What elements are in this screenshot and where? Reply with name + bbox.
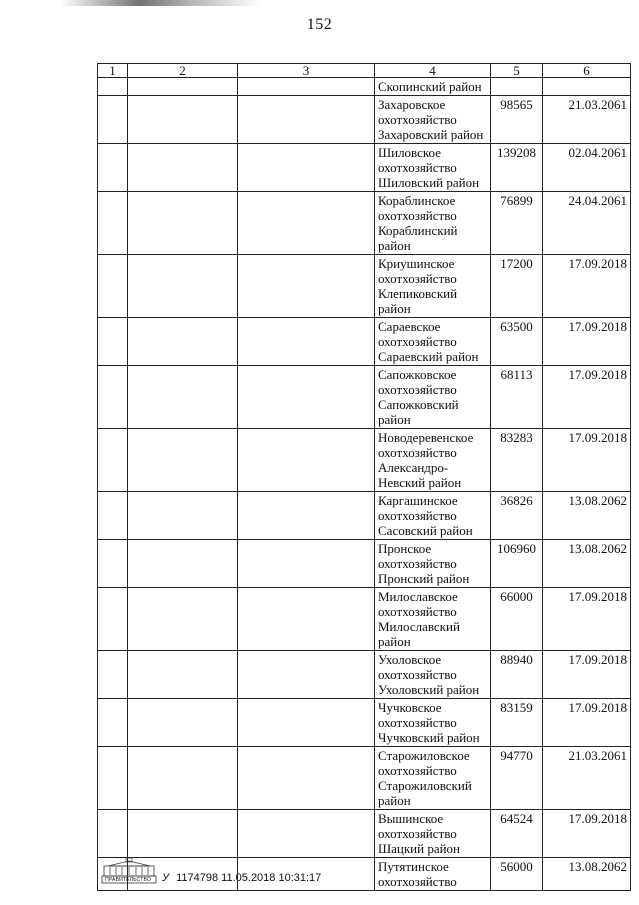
col3-cell xyxy=(238,429,375,492)
hunting-ground-name: Новодеревенское охотхозяйство Александро-Невский район xyxy=(375,429,491,492)
hunting-ground-name: Путятинское охотхозяйство xyxy=(375,858,491,891)
column-header: 1 xyxy=(98,64,128,78)
area-value: 94770 xyxy=(491,747,543,810)
expiry-date: 21.03.2061 xyxy=(543,747,631,810)
hunting-ground-name: Каргашинское охотхозяйство Сасовский район xyxy=(375,492,491,540)
col1-cell xyxy=(98,192,128,255)
expiry-date: 17.09.2018 xyxy=(543,318,631,366)
col1-cell xyxy=(98,144,128,192)
area-value: 83283 xyxy=(491,429,543,492)
area-value: 56000 xyxy=(491,858,543,891)
table-row xyxy=(98,429,631,492)
area-value: 63500 xyxy=(491,318,543,366)
col1-cell xyxy=(98,318,128,366)
area-value: 64524 xyxy=(491,810,543,858)
document-number: 1174798 xyxy=(176,872,219,884)
area-value: 106960 xyxy=(491,540,543,588)
expiry-date xyxy=(543,78,631,96)
expiry-date: 17.09.2018 xyxy=(543,699,631,747)
col2-cell xyxy=(128,810,238,858)
scan-artifact xyxy=(60,0,260,6)
col3-cell xyxy=(238,255,375,318)
table-row xyxy=(98,540,631,588)
area-value: 66000 xyxy=(491,588,543,651)
col3-cell xyxy=(238,78,375,96)
col3-cell xyxy=(238,144,375,192)
col2-cell xyxy=(128,318,238,366)
area-value: 88940 xyxy=(491,651,543,699)
column-header: 6 xyxy=(543,64,631,78)
col2-cell xyxy=(128,588,238,651)
table-row xyxy=(98,78,631,96)
col3-cell xyxy=(238,651,375,699)
col2-cell xyxy=(128,144,238,192)
table-row xyxy=(98,366,631,429)
hunting-grounds-table xyxy=(97,63,631,891)
column-header: 5 xyxy=(491,64,543,78)
col2-cell xyxy=(128,78,238,96)
table-row xyxy=(98,651,631,699)
col3-cell xyxy=(238,96,375,144)
col2-cell xyxy=(128,192,238,255)
expiry-date: 13.08.2062 xyxy=(543,540,631,588)
hunting-ground-name: Криушинское охотхозяйство Клепиковский район xyxy=(375,255,491,318)
hunting-ground-name: Старожиловское охотхозяйство Старожиловский район xyxy=(375,747,491,810)
col3-cell xyxy=(238,540,375,588)
column-header: 3 xyxy=(238,64,375,78)
hunting-ground-name: Вышинское охотхозяйство Шацкий район xyxy=(375,810,491,858)
table-row xyxy=(98,699,631,747)
area-value: 17200 xyxy=(491,255,543,318)
hunting-ground-name: Захаровское охотхозяйство Захаровский район xyxy=(375,96,491,144)
registration-stamp xyxy=(162,872,321,884)
table-row xyxy=(98,192,631,255)
col2-cell xyxy=(128,255,238,318)
col1-cell xyxy=(98,747,128,810)
col2-cell xyxy=(128,747,238,810)
hunting-ground-name: Ухоловское охотхозяйство Ухоловский район xyxy=(375,651,491,699)
table-row xyxy=(98,255,631,318)
expiry-date: 24.04.2061 xyxy=(543,192,631,255)
col2-cell xyxy=(128,540,238,588)
table-row xyxy=(98,492,631,540)
col1-cell xyxy=(98,429,128,492)
col1-cell xyxy=(98,810,128,858)
col1-cell xyxy=(98,366,128,429)
col1-cell xyxy=(98,78,128,96)
table-row xyxy=(98,144,631,192)
expiry-date: 17.09.2018 xyxy=(543,651,631,699)
registration-mark: У xyxy=(162,872,170,884)
area-value: 139208 xyxy=(491,144,543,192)
col3-cell xyxy=(238,492,375,540)
table-row xyxy=(98,588,631,651)
area-value: 68113 xyxy=(491,366,543,429)
col1-cell xyxy=(98,651,128,699)
col2-cell xyxy=(128,699,238,747)
table-row xyxy=(98,96,631,144)
table-row xyxy=(98,810,631,858)
expiry-date: 17.09.2018 xyxy=(543,588,631,651)
col1-cell xyxy=(98,96,128,144)
hunting-ground-name: Милославское охотхозяйство Милославский район xyxy=(375,588,491,651)
table-row xyxy=(98,318,631,366)
col1-cell xyxy=(98,699,128,747)
hunting-ground-name: Пронское охотхозяйство Пронский район xyxy=(375,540,491,588)
col1-cell xyxy=(98,492,128,540)
expiry-date: 17.09.2018 xyxy=(543,366,631,429)
hunting-ground-name: Шиловское охотхозяйство Шиловский район xyxy=(375,144,491,192)
hunting-ground-name: Сараевское охотхозяйство Сараевский район xyxy=(375,318,491,366)
col3-cell xyxy=(238,699,375,747)
expiry-date: 02.04.2061 xyxy=(543,144,631,192)
col1-cell xyxy=(98,255,128,318)
col3-cell xyxy=(238,810,375,858)
table-row xyxy=(98,747,631,810)
column-header: 4 xyxy=(375,64,491,78)
area-value xyxy=(491,78,543,96)
col2-cell xyxy=(128,429,238,492)
col2-cell xyxy=(128,366,238,429)
hunting-ground-name: Чучковское охотхозяйство Чучковский район xyxy=(375,699,491,747)
expiry-date: 21.03.2061 xyxy=(543,96,631,144)
expiry-date: 13.08.2062 xyxy=(543,492,631,540)
col1-cell xyxy=(98,540,128,588)
timestamp: 11.05.2018 10:31:17 xyxy=(221,872,322,884)
col1-cell xyxy=(98,588,128,651)
hunting-ground-name: Сапожковское охотхозяйство Сапожковский район xyxy=(375,366,491,429)
hunting-ground-name: Скопинский район xyxy=(375,78,491,96)
col3-cell xyxy=(238,192,375,255)
expiry-date: 17.09.2018 xyxy=(543,810,631,858)
expiry-date: 17.09.2018 xyxy=(543,429,631,492)
col3-cell xyxy=(238,588,375,651)
header-row xyxy=(98,64,631,78)
area-value: 36826 xyxy=(491,492,543,540)
area-value: 98565 xyxy=(491,96,543,144)
col2-cell xyxy=(128,492,238,540)
area-value: 76899 xyxy=(491,192,543,255)
col3-cell xyxy=(238,747,375,810)
col2-cell xyxy=(128,651,238,699)
expiry-date: 13.08.2062 xyxy=(543,858,631,891)
stamp-label: ПРАВИТЕЛЬСТВО xyxy=(105,877,151,883)
column-header: 2 xyxy=(128,64,238,78)
col3-cell xyxy=(238,318,375,366)
document-footer xyxy=(100,857,430,885)
hunting-ground-name: Кораблинское охотхозяйство Кораблинский район xyxy=(375,192,491,255)
area-value: 83159 xyxy=(491,699,543,747)
page-number: 152 xyxy=(306,16,333,33)
col3-cell xyxy=(238,366,375,429)
expiry-date: 17.09.2018 xyxy=(543,255,631,318)
col2-cell xyxy=(128,96,238,144)
